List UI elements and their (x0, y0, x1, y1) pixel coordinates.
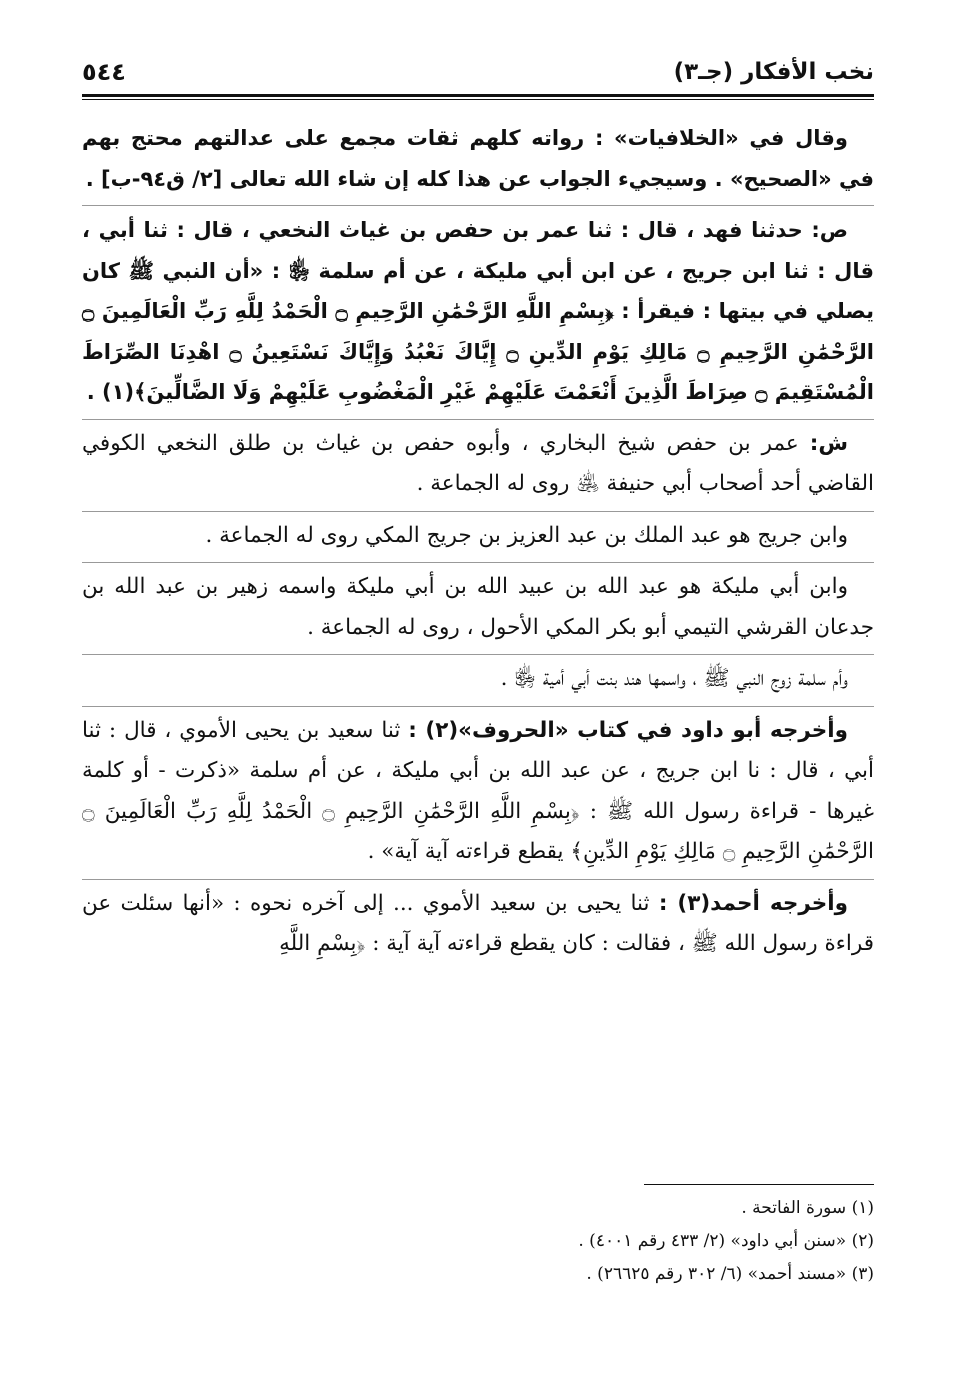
paragraph-text: وابن جريج هو عبد الملك بن عبد العزيز بن جريج المكي روى له الجماعة . (205, 522, 848, 548)
header-rule-thin (82, 99, 874, 100)
footnote-3: (٣) «مسند أحمد» (٦/ ٣٠٢ رقم ٢٦٦٢٥) . (586, 1264, 874, 1284)
paragraph-umm-salama (82, 659, 874, 700)
paragraph-abu-dawud (82, 711, 874, 873)
book-title: نخب الأفكار (جـ٣) (673, 59, 874, 85)
divider (82, 562, 874, 563)
paragraph-lead: ش: (809, 430, 848, 456)
footnotes (82, 1192, 874, 1291)
paragraph-ibn-jurayj (82, 516, 874, 557)
divider (82, 205, 874, 206)
footnote-1: (١) سورة الفاتحة . (741, 1198, 874, 1218)
paragraph-khilafiyat (82, 118, 874, 199)
page-header (82, 52, 874, 92)
divider (82, 706, 874, 707)
divider (82, 419, 874, 420)
divider (82, 654, 874, 655)
paragraph-text: ثنا يحيى بن سعيد الأموي ... إلى آخره نحوه : «أنها سئلت عن قراءة رسول الله ﷺ ، فقالت : كان يقطع قراءته آية آية : ﴿بِسْمِ اللَّهِ (82, 890, 874, 956)
paragraph-sad-hadith (82, 210, 874, 413)
paragraph-text: وابن أبي مليكة هو عبد الله بن عبيد الله بن أبي مليكة واسمه زهير بن عبد الله بن جدعان القرشي التيمي أبو بكر المكي الأحول ، روى له الجماعة . (82, 574, 874, 640)
paragraph-sharh (82, 424, 874, 505)
paragraph-text: عمر بن حفص شيخ البخاري ، وأبوه حفص بن غياث بن طلق النخعي الكوفي القاضي أحد أصحاب أبي حنيفة ﵁ روى له الجماعة . (82, 430, 874, 496)
header-rule (82, 94, 874, 97)
paragraph-lead: وأخرجه أحمد(٣) : (658, 890, 848, 916)
paragraph-ahmad (82, 884, 874, 965)
page-number: ٥٤٤ (82, 58, 126, 86)
paragraph-ibn-abi-mulayka (82, 567, 874, 648)
paragraph-text: وأم سلمة زوج النبي ﷺ ، واسمها هند بنت أبي أمية ﵂ . (500, 666, 848, 691)
divider (82, 511, 874, 512)
footnote-rule (644, 1184, 874, 1185)
page-body (82, 118, 874, 967)
footnote-2: (٢) «سنن أبي داود» (٢/ ٤٣٣ رقم ٤٠٠١) . (578, 1231, 874, 1251)
paragraph-text: ص: حدثنا فهد ، قال : ثنا عمر بن حفص بن غياث النخعي ، قال : ثنا أبي ، قال : ثنا ابن جريج ، عن ابن أبي مليكة ، عن أم سلمة ﵂ : «أن النبي ﷺ كان يصلي في بيتها : فيقرأ : ﴿بِسْمِ اللَّهِ الرَّحْمَٰنِ الرَّحِيمِ ۝ الْحَمْدُ لِلَّهِ رَبِّ الْعَالَمِينَ ۝ الرَّحْمَٰنِ الرَّحِيمِ ۝ مَالِكِ يَوْمِ الدِّينِ ۝ إِيَّاكَ نَعْبُدُ وَإِيَّاكَ نَسْتَعِينُ ۝ اهْدِنَا الصِّرَاطَ الْمُسْتَقِيمَ ۝ صِرَاطَ الَّذِينَ أَنْعَمْتَ عَلَيْهِمْ غَيْرِ الْمَغْضُوبِ عَلَيْهِمْ وَلَا الضَّالِّينَ﴾(١) . (82, 218, 874, 404)
paragraph-lead: وأخرجه أبو داود في كتاب «الحروف»(٢) : (408, 717, 848, 743)
paragraph-text: وقال في «الخلافيات» : رواته كلهم ثقات مجمع على عدالتهم محتج بهم في «الصحيح» . وسيجيء الجواب عن هذا كله إن شاء الله تعالى [٢/ ق٩٤-ب] . (82, 126, 874, 191)
divider (82, 879, 874, 880)
paragraph-text: ثنا سعيد بن يحيى الأموي ، قال : ثنا أبي ، قال : نا ابن جريج ، عن عبد الله بن أبي مليكة ، عن أم سلمة «ذكرت - أو كلمة غيرها - قراءة رسول الله ﷺ : ﴿بِسْمِ اللَّهِ الرَّحْمَٰنِ الرَّحِيمِ ۝ الْحَمْدُ لِلَّهِ رَبِّ الْعَالَمِينَ ۝ الرَّحْمَٰنِ الرَّحِيمِ ۝ مَالِكِ يَوْمِ الدِّينِ﴾ يقطع قراءته آية آية» . (82, 717, 874, 864)
